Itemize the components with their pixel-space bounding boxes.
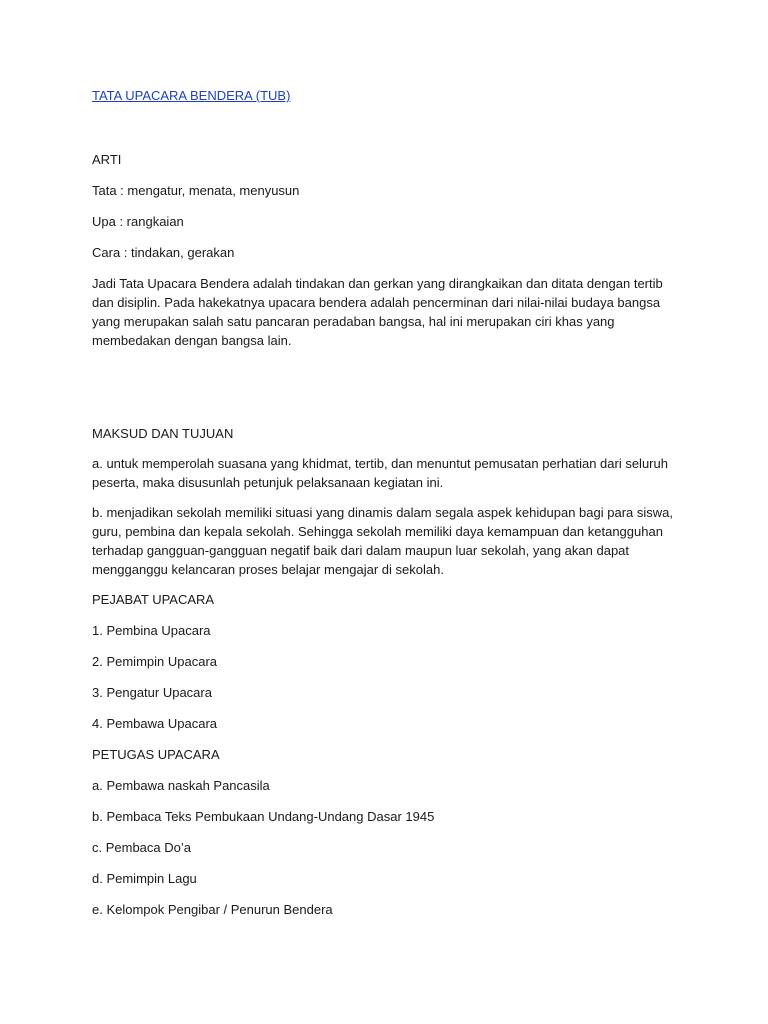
heading-petugas: PETUGAS UPACARA xyxy=(92,747,220,762)
definition-tata: Tata : mengatur, menata, menyusun xyxy=(92,183,300,198)
pejabat-item: 2. Pemimpin Upacara xyxy=(92,654,217,669)
heading-pejabat: PEJABAT UPACARA xyxy=(92,592,215,607)
arti-paragraph: Jadi Tata Upacara Bendera adalah tindakan dan gerkan yang dirangkaikan dan ditata dengan tertib dan disiplin. Pada hakekatnya upacara bendera adalah pencerminan dari nilai-nilai budaya bangsa yang merupakan salah satu pancaran peradaban bangsa, hal ini merupakan ciri khas yang membedakan dengan bangsa lain. xyxy=(92,276,663,348)
petugas-item: d. Pemimpin Lagu xyxy=(92,871,197,886)
maksud-item-b: b. menjadikan sekolah memiliki situasi yang dinamis dalam segala aspek kehidupan bagi para siswa, guru, pembina dan kepala sekolah. Sehingga sekolah memiliki daya kemampuan dan ketangguhan terhadap gangguan-gangguan negatif baik dari dalam maupun luar sekolah, yang akan dapat mengganggu kelancaran proses belajar mengajar di sekolah. xyxy=(92,505,673,577)
petugas-item: b. Pembaca Teks Pembukaan Undang-Undang Dasar 1945 xyxy=(92,809,435,824)
definition-upa: Upa : rangkaian xyxy=(92,214,184,229)
maksud-item-a: a. untuk memperolah suasana yang khidmat, tertib, dan menuntut pemusatan perhatian dari seluruh peserta, maka disusunlah petunjuk pelaksanaan kegiatan ini. xyxy=(92,456,668,490)
pejabat-item: 3. Pengatur Upacara xyxy=(92,685,212,700)
heading-arti: ARTI xyxy=(92,152,122,167)
petugas-item: a. Pembawa naskah Pancasila xyxy=(92,778,270,793)
heading-maksud: MAKSUD DAN TUJUAN xyxy=(92,426,234,441)
pejabat-item: 1. Pembina Upacara xyxy=(92,623,211,638)
pejabat-item: 4. Pembawa Upacara xyxy=(92,716,218,731)
definition-cara: Cara : tindakan, gerakan xyxy=(92,245,235,260)
petugas-item: c. Pembaca Do’a xyxy=(92,840,191,855)
petugas-item: e. Kelompok Pengibar / Penurun Bendera xyxy=(92,902,333,917)
document-content xyxy=(92,86,682,919)
title-link[interactable]: TATA UPACARA BENDERA (TUB) xyxy=(92,88,291,103)
